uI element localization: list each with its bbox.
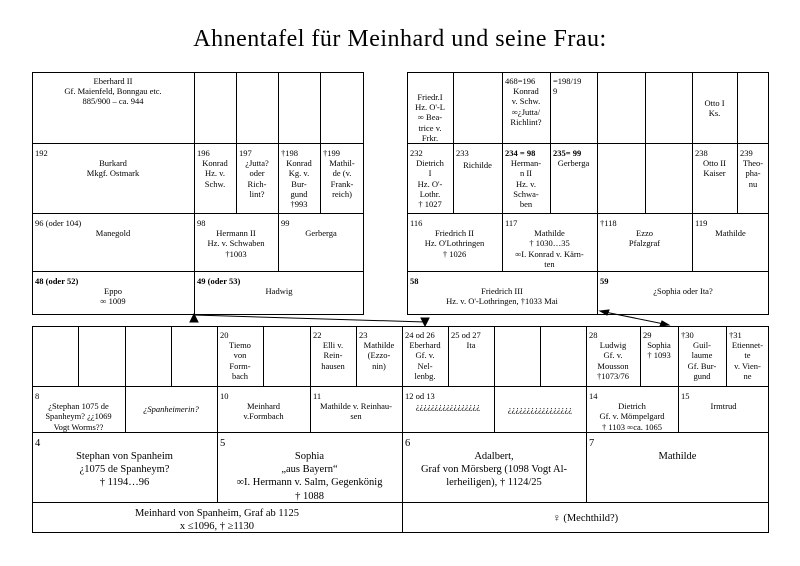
ancestor-cell-20: 20 Tiemo von Form- bach	[220, 330, 251, 381]
ancestor-cell-233-name: Richilde	[463, 160, 492, 170]
ancestor-cell-eberhard: Eberhard II Gf. Maienfeld, Bonngau etc. 885/900 – ca. 944	[64, 76, 162, 107]
ancestor-cell-96: 96 (oder 104) Manegold	[35, 218, 131, 239]
arrow-head-down	[421, 318, 429, 326]
ancestor-cell-28: 28 Ludwig Gf. v. Mousson †1073/76	[589, 330, 630, 381]
ancestor-cell-199: †199 Mathil- de (v. Frank- reich)	[323, 148, 355, 199]
ancestor-cell-22: 22 Elli v. Rein- hausen	[313, 330, 345, 371]
ancestor-cell-14: 14 Dietrich Gf. v. Mömpelgard † 1103 ∞ca. 1065	[589, 391, 665, 432]
ancestor-cell-58: 58 Friedrich III Hz. v. O'-Lothringen, †1033 Mai	[410, 276, 558, 307]
ancestor-cell-9: ¿Spanheimerin?	[143, 404, 199, 414]
ancestor-cell-24: 24 od 26 Eberhard Gf. v. Nel- lenbg.	[405, 330, 441, 381]
ancestor-cell-12: 12 od 13 ¿¿¿¿¿¿¿¿¿¿¿¿¿¿¿¿¿	[405, 391, 481, 412]
ancestor-cell-2: Meinhard von Spanheim, Graf ab 1125 x ≤1096, † ≥1130	[134, 508, 300, 533]
ancestor-cell-198: †198 Konrad Kg. v. Bur- gund †993	[281, 148, 312, 209]
ancestor-cell-196: 196 Konrad Hz. v. Schw.	[197, 148, 228, 189]
ancestor-cell-118: †118 Ezzo Pfalzgraf	[600, 218, 661, 249]
ancestor-cell-7: 7 Mathilde	[589, 438, 697, 463]
ancestor-cell-239: 239 Theo- pha- nu	[740, 148, 764, 189]
ancestor-cell-234: 234 = 98 Herman- n II Hz. v. Schwa- ben	[505, 148, 542, 209]
ancestor-cell-197: 197 ¿Jutta? oder Rich- lint?	[239, 148, 269, 199]
ancestor-cell-31: †31 Etiennet- te v. Vien- ne	[729, 330, 764, 381]
ancestor-cell-233: 233	[456, 148, 469, 158]
ancestor-cell-98: 98 Hermann II Hz. v. Schwaben †1003	[197, 218, 265, 259]
ancestor-cell-23: 23 Mathilde (Ezzo- nin)	[359, 330, 395, 371]
ancestor-cell-99: 99 Gerberga	[281, 218, 337, 239]
ancestor-cell-4: 4 Stephan von Spanheim ¿1075 de Spanheym? † 1194…96	[35, 438, 173, 489]
ancestor-cell-468: 468=196 Konrad v. Schw. ∞¿Jutta/ Richlint?	[505, 76, 542, 127]
ancestor-cell-5: 5 Sophia „aus Bayern“ ∞I. Hermann v. Salm, Gegenkönig † 1088	[220, 438, 383, 502]
arrow-head-up	[190, 314, 198, 322]
ancestor-cell-198-199: =198/19 9	[553, 76, 582, 97]
ancestor-cell-235: 235= 99 Gerberga	[553, 148, 590, 169]
ancestor-cell-15: 15 Irmtrud	[681, 391, 737, 412]
ancestor-cell-232: 232 Dietrich I Hz. O'- Lothr. † 1027	[410, 148, 444, 209]
ancestor-cell-119: 119 Mathilde	[695, 218, 746, 239]
ancestor-cell-otto-i: Otto I Ks.	[704, 98, 725, 119]
ancestor-cell-192: 192 Burkard Mkgf. Ostmark	[35, 148, 140, 179]
ancestor-cell-117: 117 Mathilde † 1030…35 ∞I. Konrad v. Kärn- ten	[505, 218, 584, 269]
ancestor-cell-238: 238 Otto II Kaiser	[695, 148, 726, 179]
ancestor-cell-10: 10 Meinhard v.Formbach	[220, 391, 284, 422]
ancestor-cell-friedrich-i: Friedr.I Hz. O'-L ∞ Bea- trice v. Frkr.	[415, 92, 445, 143]
ancestor-cell-29: 29 Sophia † 1093	[643, 330, 671, 361]
ancestor-cell-49: 49 (oder 53) Hadwig	[197, 276, 293, 297]
page-title: Ahnentafel für Meinhard und seine Frau:	[193, 26, 607, 52]
ancestor-cell-59: 59 ¿Sophia oder Ita?	[600, 276, 713, 297]
ancestor-cell-8: 8 ¿Stephan 1075 de Spanheym? ¿¿1069 Vogt Worms??	[35, 391, 112, 432]
ancestor-cell-6: 6 Adalbert, Graf von Mörsberg (1098 Vogt Al- lerheiligen), † 1124/25	[405, 438, 568, 489]
ancestor-cell-116: 116 Friedrich II Hz. O'Lothringen † 1026	[410, 218, 485, 259]
ancestor-cell-30: †30 Guil- laume Gf. Bur- gund	[681, 330, 717, 381]
ancestor-cell-13: ¿¿¿¿¿¿¿¿¿¿¿¿¿¿¿¿¿	[507, 404, 573, 414]
ancestor-cell-48: 48 (oder 52) Eppo ∞ 1009	[35, 276, 126, 307]
ancestor-cell-11: 11 Mathilde v. Reinhau- sen	[313, 391, 392, 422]
ancestor-cell-25: 25 od 27 Ita	[451, 330, 481, 351]
ancestor-cell-3: ♀ (Mechthild?)	[552, 513, 619, 524]
